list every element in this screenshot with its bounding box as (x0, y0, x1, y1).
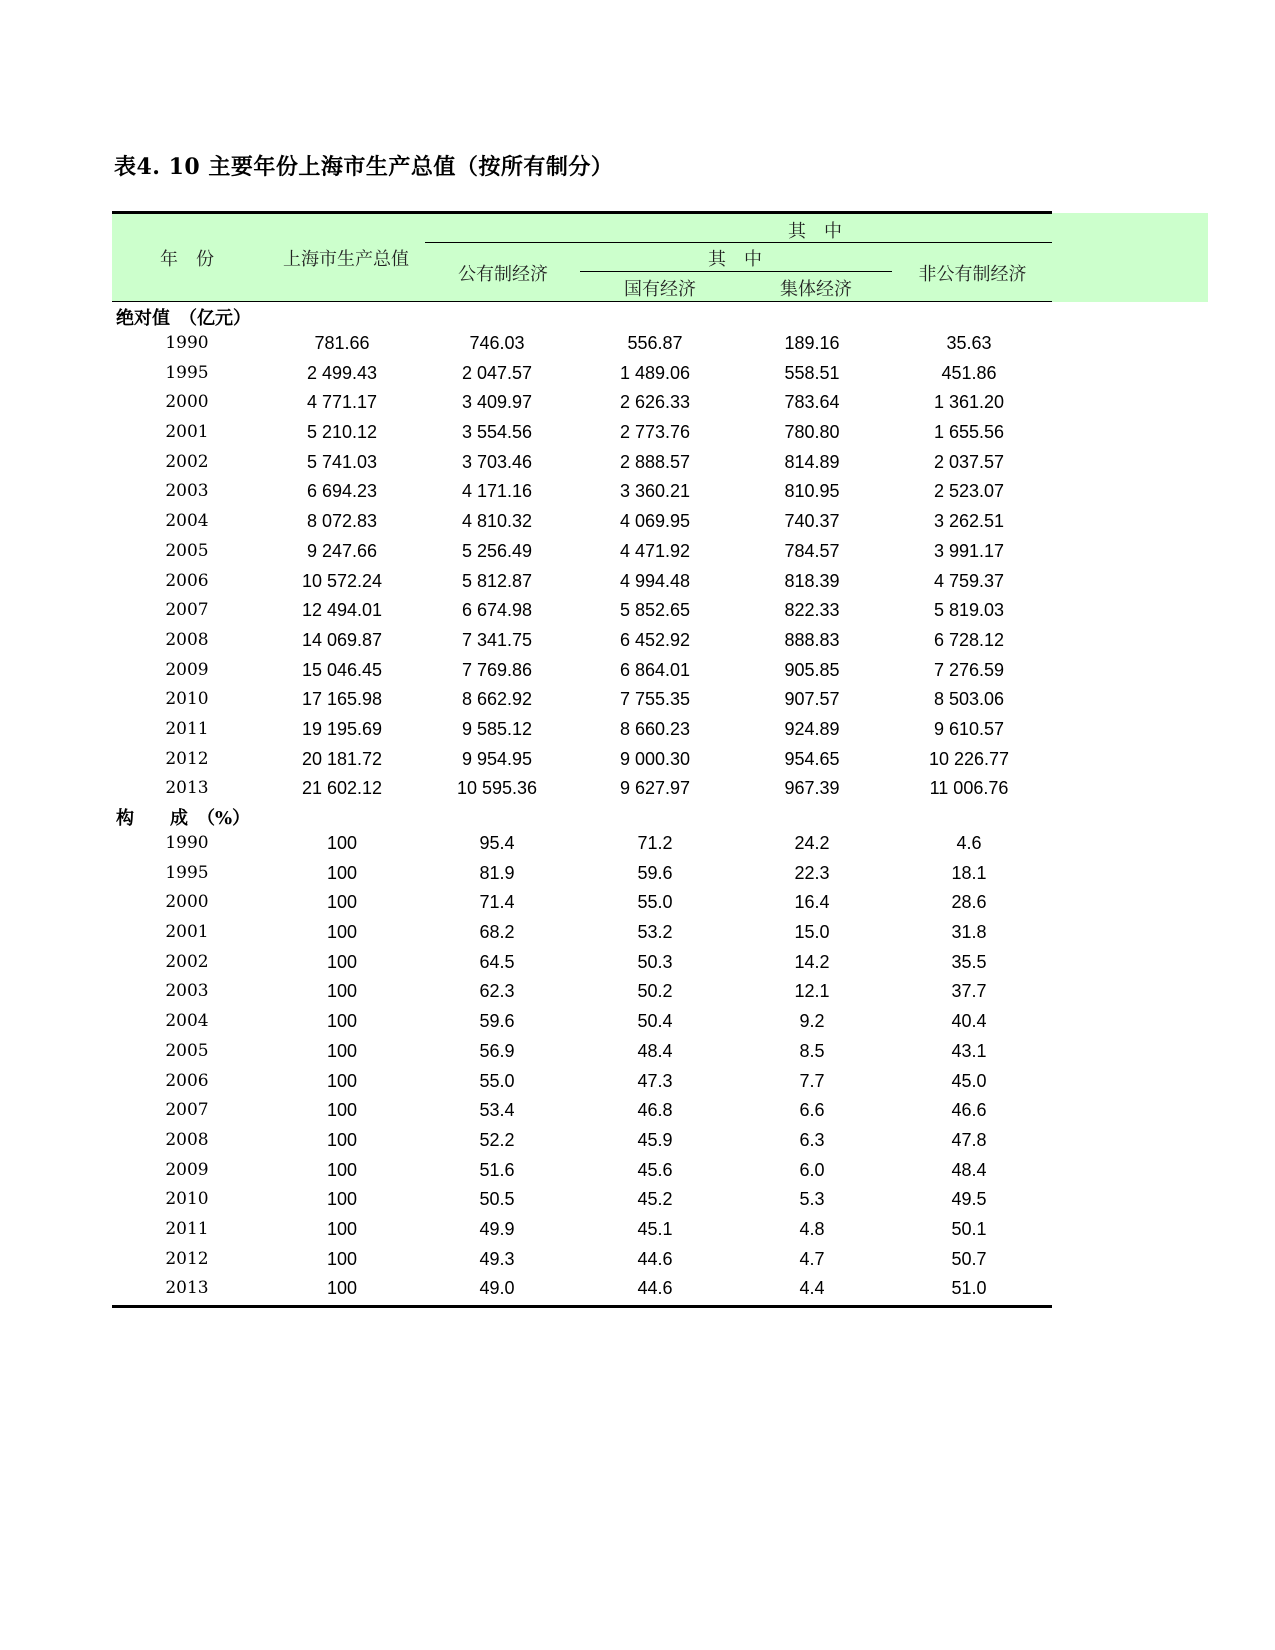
state-cell: 1 489.06 (619, 362, 691, 383)
header-top-rule (112, 211, 1052, 214)
table-row (112, 448, 1052, 478)
gdp-cell: 100 (326, 922, 358, 943)
nonpublic-cell: 50.1 (951, 1218, 987, 1239)
public-cell: 51.6 (479, 1159, 515, 1180)
table-row (112, 1037, 1052, 1067)
state-cell: 9 000.30 (619, 748, 691, 769)
gdp-cell: 100 (326, 981, 358, 1002)
table-bottom-rule (112, 1305, 1052, 1308)
table-row (112, 1185, 1052, 1215)
header-nonpublic: 非公有制经济 (918, 264, 1027, 285)
gdp-cell: 100 (326, 1159, 358, 1180)
collective-cell: 784.57 (784, 540, 840, 561)
collective-cell: 4.8 (799, 1218, 825, 1239)
nonpublic-cell: 35.5 (951, 951, 987, 972)
table-row (112, 918, 1052, 948)
year-cell: 2010 (165, 1189, 209, 1210)
state-cell: 6 452.92 (619, 629, 691, 650)
gdp-cell: 21 602.12 (301, 778, 383, 799)
collective-cell: 6.3 (799, 1129, 825, 1150)
collective-cell: 9.2 (799, 1011, 825, 1032)
public-cell: 3 409.97 (461, 392, 533, 413)
header-collective: 集体经济 (780, 279, 852, 300)
year-cell: 2002 (165, 451, 209, 472)
collective-cell: 888.83 (784, 629, 840, 650)
state-cell: 45.1 (637, 1218, 673, 1239)
table-row (112, 596, 1052, 626)
state-cell: 53.2 (637, 922, 673, 943)
public-cell: 6 674.98 (461, 600, 533, 621)
state-cell: 44.6 (637, 1248, 673, 1269)
state-cell: 2 888.57 (619, 451, 691, 472)
table-row (112, 1126, 1052, 1156)
collective-cell: 907.57 (784, 689, 840, 710)
collective-cell: 924.89 (784, 718, 840, 739)
year-cell: 2002 (165, 951, 209, 972)
table-row (112, 859, 1052, 889)
gdp-cell: 12 494.01 (301, 600, 383, 621)
collective-cell: 15.0 (794, 922, 830, 943)
nonpublic-cell: 28.6 (951, 892, 987, 913)
nonpublic-cell: 18.1 (951, 862, 987, 883)
table-row (112, 1156, 1052, 1186)
collective-cell: 740.37 (784, 511, 840, 532)
gdp-cell: 19 195.69 (301, 718, 383, 739)
public-cell: 7 341.75 (461, 629, 533, 650)
state-cell: 45.2 (637, 1189, 673, 1210)
nonpublic-cell: 49.5 (951, 1189, 987, 1210)
state-cell: 71.2 (637, 833, 673, 853)
collective-cell: 6.6 (799, 1100, 825, 1121)
state-cell: 44.6 (637, 1278, 673, 1299)
nonpublic-cell: 35.63 (946, 333, 992, 353)
year-cell: 2003 (165, 981, 209, 1002)
collective-cell: 24.2 (794, 833, 830, 853)
nonpublic-cell: 43.1 (951, 1040, 987, 1061)
year-cell: 1995 (165, 862, 209, 883)
collective-cell: 22.3 (794, 862, 830, 883)
collective-cell: 780.80 (784, 422, 840, 443)
collective-cell: 818.39 (784, 570, 840, 591)
nonpublic-cell: 1 655.56 (933, 422, 1005, 443)
year-cell: 2001 (165, 422, 209, 443)
collective-cell: 822.33 (784, 600, 840, 621)
public-cell: 50.5 (479, 1189, 515, 1210)
year-cell: 2009 (165, 1159, 209, 1180)
nonpublic-cell: 45.0 (951, 1070, 987, 1091)
year-cell: 2013 (165, 778, 209, 799)
nonpublic-cell: 10 226.77 (928, 748, 1010, 769)
state-cell: 9 627.97 (619, 778, 691, 799)
state-cell: 47.3 (637, 1070, 673, 1091)
state-cell: 59.6 (637, 862, 673, 883)
state-cell: 50.2 (637, 981, 673, 1002)
public-cell: 64.5 (479, 951, 515, 972)
year-cell: 2006 (165, 1070, 209, 1091)
nonpublic-cell: 1 361.20 (933, 392, 1005, 413)
gdp-cell: 5 741.03 (306, 451, 378, 472)
public-cell: 9 954.95 (461, 748, 533, 769)
year-cell: 1990 (165, 833, 209, 853)
year-cell: 1990 (165, 333, 209, 353)
year-cell: 2005 (165, 1040, 209, 1061)
nonpublic-cell: 451.86 (941, 362, 997, 383)
gdp-cell: 8 072.83 (306, 511, 378, 532)
state-cell: 50.3 (637, 951, 673, 972)
state-cell: 46.8 (637, 1100, 673, 1121)
public-cell: 4 810.32 (461, 511, 533, 532)
header-gdp: 上海市生产总值 (283, 249, 409, 270)
collective-cell: 5.3 (799, 1189, 825, 1210)
year-cell: 2012 (165, 1248, 209, 1269)
table-row (112, 1245, 1052, 1275)
public-cell: 3 554.56 (461, 422, 533, 443)
gdp-cell: 100 (326, 1189, 358, 1210)
gdp-cell: 781.66 (314, 333, 370, 353)
nonpublic-cell: 4 759.37 (933, 570, 1005, 591)
year-cell: 2009 (165, 659, 209, 680)
of-which-sub-rule (580, 271, 892, 272)
nonpublic-cell: 2 523.07 (933, 481, 1005, 502)
collective-cell: 4.4 (799, 1278, 825, 1299)
nonpublic-cell: 11 006.76 (929, 778, 1009, 799)
table-title: 表4. 10 主要年份上海市生产总值（按所有制分） (114, 154, 614, 180)
public-cell: 5 812.87 (461, 570, 533, 591)
nonpublic-cell: 31.8 (951, 922, 987, 943)
collective-cell: 7.7 (799, 1070, 825, 1091)
year-cell: 2006 (165, 570, 209, 591)
nonpublic-cell: 2 037.57 (933, 451, 1005, 472)
collective-cell: 8.5 (799, 1040, 825, 1061)
nonpublic-cell: 47.8 (951, 1129, 987, 1150)
section-label-absolute: 绝对值 （亿元） (116, 308, 251, 329)
absolute-rows (112, 329, 1052, 804)
year-cell: 2010 (165, 689, 209, 710)
year-cell: 2012 (165, 748, 209, 769)
nonpublic-cell: 3 262.51 (933, 511, 1005, 532)
gdp-cell: 100 (326, 833, 358, 853)
table-row (112, 745, 1052, 775)
gdp-cell: 100 (326, 1218, 358, 1239)
nonpublic-cell: 7 276.59 (933, 659, 1005, 680)
section-label-composition: 构 成 （%） (116, 808, 251, 829)
of-which-rule (425, 242, 1052, 243)
gdp-cell: 100 (326, 951, 358, 972)
public-cell: 4 171.16 (461, 481, 533, 502)
public-cell: 49.3 (479, 1248, 515, 1269)
nonpublic-cell: 4.6 (956, 833, 982, 853)
gdp-cell: 17 165.98 (301, 689, 383, 710)
table-row (112, 977, 1052, 1007)
table-row (112, 685, 1052, 715)
year-cell: 2011 (165, 1218, 209, 1239)
table-row (112, 388, 1052, 418)
header-public: 公有制经济 (458, 264, 548, 285)
year-cell: 2003 (165, 481, 209, 502)
state-cell: 4 994.48 (619, 570, 691, 591)
year-cell: 2007 (165, 600, 209, 621)
gdp-cell: 5 210.12 (306, 422, 378, 443)
table-row (112, 1274, 1052, 1304)
public-cell: 71.4 (479, 892, 515, 913)
year-cell: 2005 (165, 540, 209, 561)
public-cell: 81.9 (479, 862, 515, 883)
gdp-cell: 4 771.17 (306, 392, 378, 413)
gdp-cell: 100 (326, 1040, 358, 1061)
state-cell: 45.9 (637, 1129, 673, 1150)
year-cell: 2008 (165, 629, 209, 650)
table-row (112, 477, 1052, 507)
collective-cell: 558.51 (784, 362, 840, 383)
collective-cell: 14.2 (794, 951, 830, 972)
public-cell: 10 595.36 (456, 778, 538, 799)
state-cell: 6 864.01 (619, 659, 691, 680)
public-cell: 8 662.92 (461, 689, 533, 710)
nonpublic-cell: 8 503.06 (933, 689, 1005, 710)
header-of-which: 其 中 (788, 221, 842, 242)
nonpublic-cell: 40.4 (951, 1011, 987, 1032)
collective-cell: 12.1 (794, 981, 830, 1002)
state-cell: 2 773.76 (619, 422, 691, 443)
table-row (112, 1007, 1052, 1037)
state-cell: 2 626.33 (619, 392, 691, 413)
gdp-cell: 100 (326, 892, 358, 913)
table-row (112, 329, 1052, 359)
gdp-cell: 100 (326, 1248, 358, 1269)
public-cell: 3 703.46 (461, 451, 533, 472)
public-cell: 95.4 (479, 833, 515, 853)
public-cell: 68.2 (479, 922, 515, 943)
table-row (112, 507, 1052, 537)
public-cell: 62.3 (479, 981, 515, 1002)
table-row (112, 537, 1052, 567)
table-row (112, 359, 1052, 389)
gdp-cell: 10 572.24 (301, 570, 383, 591)
table-row (112, 1067, 1052, 1097)
nonpublic-cell: 5 819.03 (933, 600, 1005, 621)
header-state: 国有经济 (624, 279, 696, 300)
state-cell: 45.6 (637, 1159, 673, 1180)
table-row (112, 418, 1052, 448)
state-cell: 8 660.23 (619, 718, 691, 739)
nonpublic-cell: 9 610.57 (933, 718, 1005, 739)
gdp-cell: 100 (326, 862, 358, 883)
collective-cell: 810.95 (784, 481, 840, 502)
table-row (112, 829, 1052, 859)
public-cell: 7 769.86 (461, 659, 533, 680)
table-row (112, 715, 1052, 745)
public-cell: 2 047.57 (461, 362, 533, 383)
table-row (112, 1096, 1052, 1126)
year-cell: 2001 (165, 922, 209, 943)
year-cell: 1995 (165, 362, 209, 383)
state-cell: 50.4 (637, 1011, 673, 1032)
collective-cell: 189.16 (784, 333, 840, 353)
public-cell: 52.2 (479, 1129, 515, 1150)
composition-rows (112, 829, 1052, 1304)
table-row (112, 626, 1052, 656)
year-cell: 2000 (165, 392, 209, 413)
collective-cell: 783.64 (784, 392, 840, 413)
nonpublic-cell: 48.4 (951, 1159, 987, 1180)
nonpublic-cell: 6 728.12 (933, 629, 1005, 650)
year-cell: 2004 (165, 1011, 209, 1032)
collective-cell: 905.85 (784, 659, 840, 680)
gdp-cell: 100 (326, 1011, 358, 1032)
public-cell: 746.03 (469, 333, 525, 353)
year-cell: 2007 (165, 1100, 209, 1121)
nonpublic-cell: 37.7 (951, 981, 987, 1002)
state-cell: 4 471.92 (619, 540, 691, 561)
gdp-cell: 100 (326, 1100, 358, 1121)
year-cell: 2004 (165, 511, 209, 532)
collective-cell: 16.4 (794, 892, 830, 913)
year-cell: 2008 (165, 1129, 209, 1150)
year-cell: 2000 (165, 892, 209, 913)
table-row (112, 567, 1052, 597)
state-cell: 55.0 (637, 892, 673, 913)
gdp-cell: 9 247.66 (306, 540, 378, 561)
year-cell: 2013 (165, 1278, 209, 1299)
collective-cell: 814.89 (784, 451, 840, 472)
header-bottom-rule (112, 301, 1052, 302)
collective-cell: 954.65 (784, 748, 840, 769)
gdp-cell: 15 046.45 (301, 659, 383, 680)
collective-cell: 4.7 (799, 1248, 825, 1269)
table-row (112, 656, 1052, 686)
public-cell: 59.6 (479, 1011, 515, 1032)
public-cell: 5 256.49 (461, 540, 533, 561)
state-cell: 4 069.95 (619, 511, 691, 532)
public-cell: 9 585.12 (461, 718, 533, 739)
public-cell: 53.4 (479, 1100, 515, 1121)
collective-cell: 967.39 (784, 778, 840, 799)
table-row (112, 948, 1052, 978)
gdp-cell: 6 694.23 (306, 481, 378, 502)
year-cell: 2011 (165, 718, 209, 739)
gdp-cell: 100 (326, 1070, 358, 1091)
state-cell: 5 852.65 (619, 600, 691, 621)
header-year: 年 份 (160, 249, 214, 270)
nonpublic-cell: 3 991.17 (933, 540, 1005, 561)
state-cell: 7 755.35 (619, 689, 691, 710)
header-of-which-sub: 其 中 (708, 249, 762, 270)
table-row (112, 774, 1052, 804)
collective-cell: 6.0 (799, 1159, 825, 1180)
state-cell: 556.87 (627, 333, 683, 353)
gdp-cell: 2 499.43 (306, 362, 378, 383)
gdp-cell: 100 (326, 1129, 358, 1150)
table-row (112, 1215, 1052, 1245)
state-cell: 48.4 (637, 1040, 673, 1061)
nonpublic-cell: 46.6 (951, 1100, 987, 1121)
gdp-cell: 20 181.72 (301, 748, 383, 769)
nonpublic-cell: 50.7 (951, 1248, 987, 1269)
nonpublic-cell: 51.0 (951, 1278, 987, 1299)
public-cell: 49.0 (479, 1278, 515, 1299)
gdp-cell: 100 (326, 1278, 358, 1299)
state-cell: 3 360.21 (619, 481, 691, 502)
public-cell: 55.0 (479, 1070, 515, 1091)
gdp-cell: 14 069.87 (301, 629, 383, 650)
public-cell: 56.9 (479, 1040, 515, 1061)
public-cell: 49.9 (479, 1218, 515, 1239)
table-row (112, 888, 1052, 918)
